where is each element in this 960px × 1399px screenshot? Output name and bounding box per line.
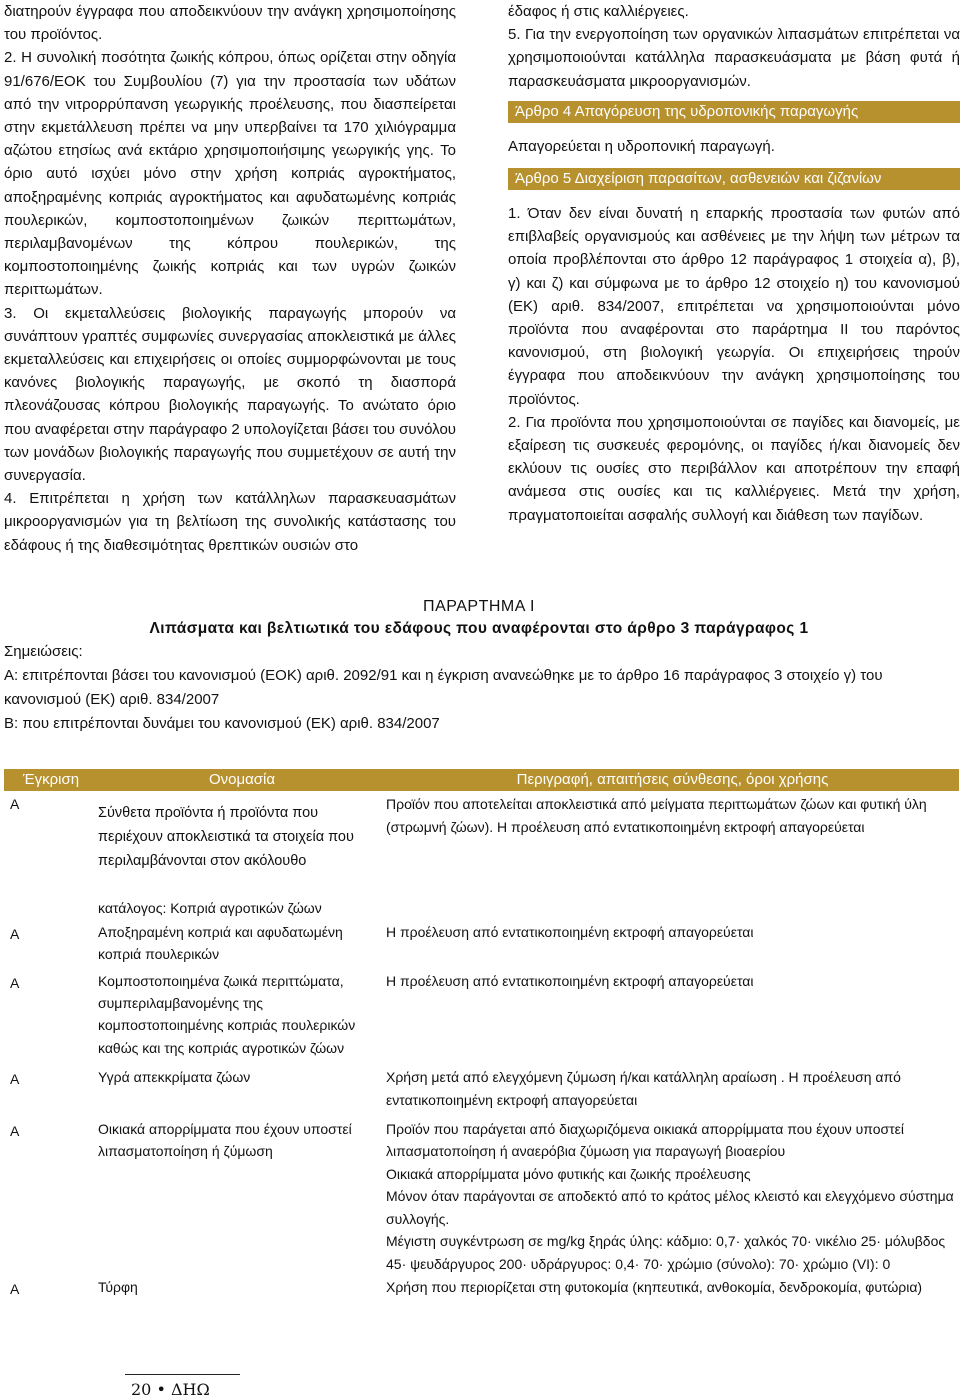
approval-cell: Α xyxy=(10,1280,20,1297)
left-paragraph-3: 3. Οι εκμεταλλεύσεις βιολογικής παραγωγής μπορούν να συνάπτουν γραπτές συμφωνίες συνεργασίας αποκλειστικά με άλλες εκμεταλλεύσεις και επιχειρήσεις οι οποίες συμμορφώνονται με τους κανόνες βιολογικής παραγωγής, με σκοπό τη διασπορά πλεονάζουσας κόπρου βιολογικής παραγωγής. Το ανώτατο όριο που αναφέρεται στην παράγραφο 2 υπολογίζεται βάσει του συνόλου των μονάδων βιολογικής παραγωγής που συμμετέχουν σε αυτή την συνεργασία. xyxy=(4,304,456,485)
annex-note-b: Β: που επιτρέπονται δυνάμει του κανονισμού (ΕΚ) αριθ. 834/2007 xyxy=(4,715,440,732)
table-row xyxy=(4,791,959,873)
catalogue-label: κατάλογος: Κοπριά αγροτικών ζώων xyxy=(98,900,322,917)
table-row xyxy=(4,1059,959,1111)
article-5-heading: Άρθρο 5 Διαχείριση παρασίτων, ασθενειών και ζιζανίων xyxy=(508,168,960,190)
header-name: Ονομασία xyxy=(98,769,386,791)
description-cell: Προϊόν που αποτελείται αποκλειστικά από μείγματα περιττωμάτων ζώων και φυτική ύλη (στρωμνή ζώων). Η προέλευση από εντατικοποιημένη εκτροφή απαγορεύεται xyxy=(386,796,927,835)
table-row-catalogue xyxy=(4,873,959,919)
header-approval: Έγκριση xyxy=(4,769,98,791)
table-row xyxy=(4,920,959,966)
left-paragraph-1: διατηρούν έγγραφα που αποδεικνύουν την ανάγκη χρησιμοποίησης του προϊόντος. xyxy=(4,3,456,44)
name-cell xyxy=(98,791,386,873)
name-cell: Υγρά απεκκρίματα ζώων xyxy=(98,1069,251,1086)
table-row xyxy=(4,966,959,1060)
article-4-text: Απαγορεύεται η υδροπονική παραγωγή. xyxy=(508,137,775,155)
annex-subtitle: Λιπάσματα και βελτιωτικά του εδάφους που αναφέρονται στο άρθρο 3 παράγραφος 1 xyxy=(149,620,809,637)
left-column xyxy=(4,0,456,557)
annex-note-a: Α: επιτρέπονται βάσει του κανονισμού (ΕΟΚ) αριθ. 2092/91 και η έγκριση ανανεώθηκε με το άρθρο 16 παράγραφος 3 στοιχείο γ) του κανονισμού (ΕΚ) αριθ. 834/2007 xyxy=(4,667,883,708)
table-header-row xyxy=(4,769,959,791)
description-line: Οικιακά απορρίμματα μόνο φυτικής και ζωικής προέλευσης xyxy=(386,1165,751,1182)
name-cell: Αποξηραμένη κοπριά και αφυδατωμένη κοπριά πουλερικών xyxy=(98,923,343,963)
description-cell: Η προέλευση από εντατικοποιημένη εκτροφή απαγορεύεται xyxy=(386,972,754,989)
article-5-paragraph-2: 2. Για προϊόντα που χρησιμοποιούνται σε παγίδες και διανομείς, με εξαίρεση τις συσκευές φερομόνης, οι παγίδες ή/και διανομείς δεν εκλύουν τις ουσίες στο περιβάλλον και αποτρέπουν την επαφή ανάμεσα στις ουσίες και τις καλλιέργειες. Μετά την χρήση, πραγματοποιείται ασφαλής συλλογή και διάθεση των παγίδων. xyxy=(508,413,960,524)
approval-cell: Α xyxy=(10,796,20,813)
article-4-heading: Άρθρο 4 Απαγόρευση της υδροπονικής παραγωγής xyxy=(508,101,960,123)
name-cell: Οικιακά απορρίμματα που έχουν υποστεί λιπασματοποίηση ή ζύμωση xyxy=(98,1121,352,1160)
annex-section xyxy=(4,596,954,736)
approval-cell: Α xyxy=(10,974,20,991)
article-5-paragraph-1: 1. Όταν δεν είναι δυνατή η επαρκής προστασία των φυτών από επιβλαβείς οργανισμούς και ασθένειες με την λήψη των μέτρων τα οποία προβλέπονται στο άρθρο 12 παράγραφος 1 στοιχεία α), β), γ) και ζ) και σύμφωνα με το άρθρο 12 στοιχείο η) του κανονισμού (ΕΚ) αριθ. 834/2007, επιτρέπεται να χρησιμοποιούνται μόνο προϊόντα που αναφέρονται στο παράρτημα II του παρόντος κανονισμού, στη βιολογική γεωργία. Οι επιχειρήσεις τηρούν έγγραφα που αποδεικνύουν την ανάγκη χρησιμοποίησης του προϊόντος. xyxy=(508,205,960,408)
name-text: Σύνθετα προϊόντα ή προϊόντα που περιέχουν αποκλειστικά τα στοιχεία που περιλαμβάνονται στον ακόλουθο xyxy=(98,805,354,870)
right-paragraph-1: έδαφος ή στις καλλιέργειες. xyxy=(508,3,689,20)
description-line: Μόνον όταν παράγονται σε αποδεκτό από το κράτος μέλος κλειστό και ελεγχόμενο σύστημα συλλογής. xyxy=(386,1188,954,1227)
description-cell: Η προέλευση από εντατικοποιημένη εκτροφή απαγορεύεται xyxy=(386,923,754,940)
annex-title: ΠΑΡΑΡΤΗΜΑ Ι xyxy=(423,598,535,615)
table-row xyxy=(4,1275,959,1300)
right-paragraph-2: 5. Για την ενεργοποίηση των οργανικών λιπασμάτων επιτρέπεται να χρησιμοποιούνται κατάλληλα παρασκευάσματα με βάση φυτά ή παρασκευάσματα μικροοργανισμών. xyxy=(508,26,960,90)
description-cell: Χρήση μετά από ελεγχόμενη ζύμωση ή/και κατάλληλη αραίωση . Η προέλευση από εντατικοποιημένη εκτροφή απαγορεύεται xyxy=(386,1069,901,1108)
description-cell: Χρήση που περιορίζεται στη φυτοκομία (κηπευτικά, ανθοκομία, δενδροκομία, φυτώρια) xyxy=(386,1278,923,1295)
page-number: 20 • ΔΗΩ xyxy=(131,1380,210,1399)
description-line: Μέγιστη συγκέντρωση σε mg/kg ξηράς ύλης: κάδμιο: 0,7· χαλκός 70· νικέλιο 25· μόλυβδος 45· ψευδάργυρος 200· υδράργυρος: 0,4· 70· χρώμιο (σύνολο): 70· χρώμιο (VI): 0 xyxy=(386,1233,946,1272)
name-cell: Κομποστοποιημένα ζωικά περιττώματα, συμπεριλαμβανομένης της κομποστοποιημένης κοπριάς πουλερικών καθώς και της κοπριάς αγροτικών ζώων xyxy=(98,972,356,1056)
header-description: Περιγραφή, απαιτήσεις σύνθεσης, όροι χρήσης xyxy=(386,769,959,791)
approval-cell: Α xyxy=(10,925,20,942)
annex-notes-label: Σημειώσεις: xyxy=(4,643,83,660)
right-column xyxy=(508,0,960,527)
approval-cell: Α xyxy=(10,1071,20,1088)
left-paragraph-4: 4. Επιτρέπεται η χρήση των κατάλληλων παρασκευασμάτων μικροοργανισμών για τη βελτίωση της συνολικής κατάστασης του εδάφους ή της διαθεσιμότητας θρεπτικών ουσιών στο xyxy=(4,490,456,554)
left-paragraph-2: 2. Η συνολική ποσότητα ζωικής κόπρου, όπως ορίζεται στην οδηγία 91/676/ΕΟΚ του Συμβουλίου (7) για την προστασία των υδάτων από την νιτρορρύπανση γεωργικής προέλευσης, που διασπείρεται στην εκμετάλλευση πρέπει να μην υπερβαίνει τα 170 χιλιόγραμμα αζώτου ετησίως ανά εκτάριο χρησιμοποιήσιμης γεωργικής γης. Το όριο αυτό ισχύει μόνο στην χρήση κοπριάς αγροκτήματος, αποξηραμένης κοπριάς αγροκτήματος και αφυδατωμένης κοπριάς πουλερικών, κομποστοποιημένων ζωικών περιττωμάτων, περιλαμβανομένων της κόπρου πουλερικών, της κομποστοποιημένης ζωικής κοπριάς και των υγρών ζωικών περιττωμάτων. xyxy=(4,49,456,299)
fertilizer-table xyxy=(4,769,959,1300)
description-line: Προϊόν που παράγεται από διαχωριζόμενα οικιακά απορρίμματα που έχουν υποστεί λιπασματοποίηση ή αναερόβια ζύμωση για παραγωγή βιοαερίου xyxy=(386,1121,905,1160)
approval-cell: Α xyxy=(10,1123,20,1140)
description-cell xyxy=(386,1111,959,1275)
footer-divider xyxy=(125,1374,240,1375)
table-row xyxy=(4,1111,959,1275)
name-cell: Τύρφη xyxy=(98,1278,138,1295)
